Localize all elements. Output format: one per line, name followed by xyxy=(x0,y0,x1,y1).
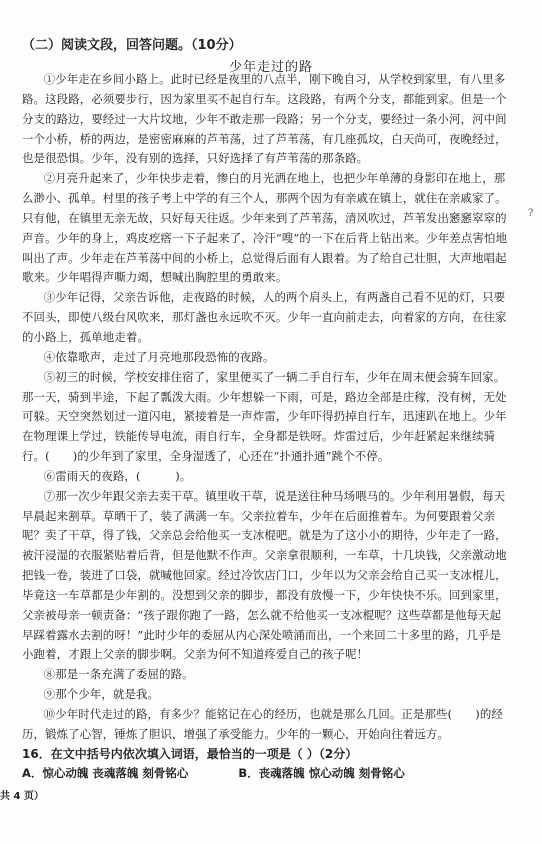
margin-mark: ? xyxy=(528,208,534,219)
section-title: （二）阅读文段，回答问题。（10分） xyxy=(22,38,242,53)
paragraph-4: ④依靠歌声，走过了月亮地那段恐怖的夜路。 xyxy=(43,349,275,364)
paragraph-5: ⑤初三的时候，学校安排住宿了，家里便买了一辆二手自行车，少年在周末便会骑车回家。那一天，骑到半途，下起了瓢泼大雨。少年想躲一下雨，可是，路边全部是庄稼，没有树，无处可躲。天空突然划过一道闪电，紧接着是一声炸雷，少年吓得扔掉自行车，迅速趴在地上。少年在物理课上学过，铁能传导电流，雨自行车，全身都是铁呀。炸雷过后，少年赶紧起来继续骑行。( )的少年到了家里，全身湿透了，心还在“扑通扑通”跳个不停。 xyxy=(22,369,507,464)
paragraph-10: ⑩少年时代走过的路，有多少？能铭记在心的经历，也就是那么几回。正是那些( )的经历，锻炼了心智，锤炼了胆识，增强了承受能力。少年的一颗心，开始向往着远方。 xyxy=(22,707,503,741)
paragraph-6: ⑥雷雨天的夜路，( )。 xyxy=(43,468,192,483)
paragraph-3: ③少年记得，父亲告诉他，走夜路的时候，人的两个肩头上，有两盏自己看不见的灯，只要不回头，即使八级台风吹来，那灯盏也永远吹不灭。少年一直向前走去，向着家的方向，在往家的小路上，孤单地走着。 xyxy=(22,290,507,344)
article-body xyxy=(22,70,512,745)
paragraph-7: ⑦那一次少年跟父亲去卖干草。镇里收干草，说是送往种马场喂马的。少年利用暑假，每天早晨起来割草。草晒干了，装了满满一车。父亲拉着车，少年在后面推着车。为何要跟着父亲呢？卖了干草，得了钱，父亲总会给他买一支冰棍吧。就是为了这小小的期待，少年走了一路，被汗浸湿的衣服紧贴着后背，但是他默不作声。父亲拿很顺利，一车草，十几块钱，父亲激动地把钱一卷，装进了口袋，就喊他回家。经过冷饮店门口，少年以为父亲会给自己买一支冰棍儿，毕竟这一车草都是少年割的。没想到父亲的脚步，都没有放慢一下，少年快快不乐。回到家里，父亲被母亲一顿责备：“孩子跟你跑了一路，怎么就不给他买一支冰棍呢？这些草都是他每天起早踩着露水去割的呀！”此时少年的委屈从内心深处喷涌而出，一个来回二十多里的路，几乎是小跑着，才跟上父亲的脚步啊。父亲为何不知道疼爱自己的孩子呢！ xyxy=(22,488,507,662)
option-b: B．丧魂落魄 惊心动魄 刻骨铭心 xyxy=(238,766,405,780)
article-title: 少年走过的路 xyxy=(228,60,313,75)
page-footer: 共 4 页） xyxy=(0,791,44,802)
option-a: A．惊心动魄 丧魂落魄 刻骨铭心 xyxy=(22,766,189,780)
paragraph-9: ⑨那个少年，就是我。 xyxy=(43,687,160,702)
question-16: 16．在文中括号内依次填入词语，最恰当的一项是（ ）（2分） xyxy=(22,747,358,761)
paragraph-8: ⑧那是一条充满了委屈的路。 xyxy=(43,667,194,682)
paragraph-1: ①少年走在乡间小路上。此时已经是夜里的八点半，刚下晚自习，从学校到家里，有八里多路。这段路，必须要步行，因为家里买不起自行车。这段路，有两个分支，都能到家。但是一个分支的路边，要经过一大片坟地，少年不敢走那一段路；另一个分支，要经过一条小河，河中间一个小桥，桥的两边，是密密麻麻的芦苇荡，过了芦苇荡，有几座孤坟，白天尚可，夜晚经过，也是很恐惧。少年，没有别的选择，只好选择了有芦苇荡的那条路。 xyxy=(22,72,507,166)
paragraph-2: ②月亮升起来了，少年快步走着，惨白的月光洒在地上，也把少年单薄的身影印在地上，那么渺小、孤单。村里的孩子考上中学的有三个人，那两个因为有亲戚在镇上，就住在亲戚家了。只有他，在镇里无亲无故，只好每天往返。少年来到了芦苇荡，清风吹过，芦苇发出窸窸窣窣的声音。少年的身上，鸡皮疙瘩一下子起来了，冷汗“嗖”的一下在后背上钻出来。少年差点害怕地叫出了声。少年走在芦苇荡中间的小桥上，总觉得后面有人跟着。为了给自己壮胆，大声地唱起歌来。少年唱得声嘶力竭，想喊出胸腔里的勇敢来。 xyxy=(22,171,508,285)
answer-options xyxy=(22,765,405,781)
